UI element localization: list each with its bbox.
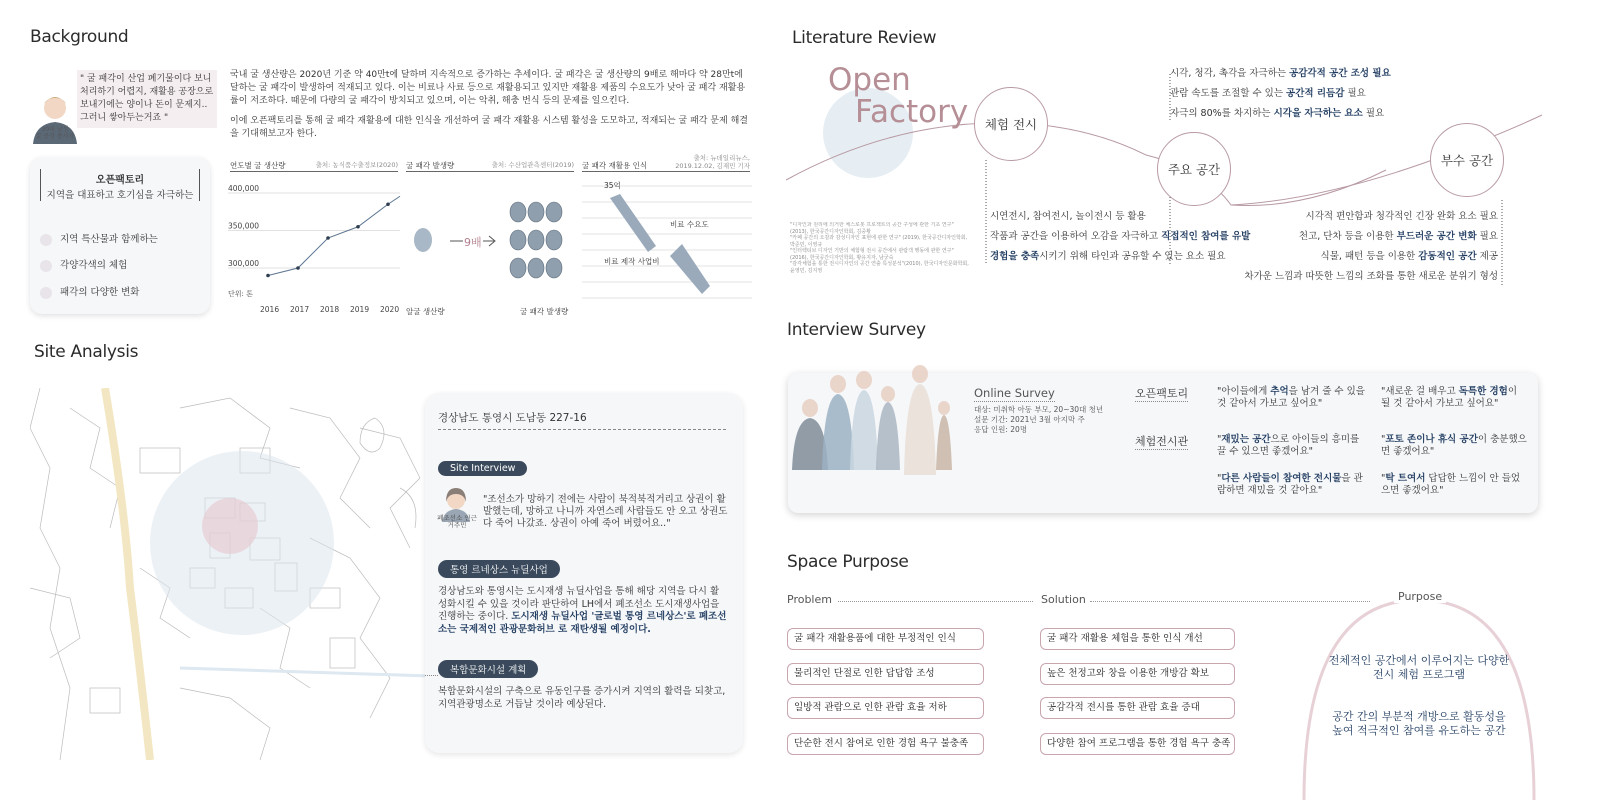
site-location-marker [202,498,258,554]
complex-pill: 복합문화시설 계획 [438,660,538,678]
card-item: 패각의 다양한 변화 [40,284,139,299]
background-title: Background [30,27,129,47]
arrow-up-mark [610,194,656,252]
survey-details: 대상: 미취학 아동 부모, 20~30대 청년 설문 기간: 2021년 3월 아지막 주 응답 인원: 20명 [974,405,1104,434]
survey-answer: "탁 트여서 답답한 느낌이 안 들었으면 좋겠어요" [1381,473,1521,496]
background-para1: 국내 굴 생산량은 2020년 기준 약 40만t에 달하며 지속적으로 증가하는 추세이다. 굴 패각은 굴 생산량의 9배로 해마다 약 28만t에 달하는 굴 패각이 발생하여 적재되고 있다. 이는 비료나 사료 등으로 재활용되고 있지만 재활용 제품의 수요도가 낮아 굴 패각 재활용률이 저조하다. 때문에 다량의 굴 패각이 방치되고 있으며, 이는 악취, 해충 번식 등의 문제를 일으킨다. [230,70,746,106]
lr-mid-lines: 시연전시, 참여전시, 놀이전시 등 활용 작품과 공간을 이용하여 오감을 자극하고 직접적인 참여를 유발 경험을 충족시키기 위해 타인과 공유할 수 있는 요소 필요 [990,211,1251,262]
interviewee-label: 폐조선소 인근 거주민 [437,514,477,529]
purpose-label: Purpose [1394,590,1446,603]
background-para2: 이에 오픈팩토리를 통해 굴 패각 재활용에 대한 인식을 개선하여 굴 패각 재활용 시스템 활성을 도모하고, 적재되는 굴 패각 문제 해결을 기대해보고자 한다. [230,116,749,139]
problem-divider [838,601,1033,602]
site-map [30,388,450,760]
y-tick-label: 350,000 [228,221,260,231]
lr-right-lines: 시각적 편안함과 청각적인 긴장 완화 요소 필요 천고, 단차 등을 이용한 부드러운 공간 변화 필요 식물, 패턴 등을 이용한 감동적인 공간 제공 차가운 느낌과 따뜻한 느낌의 조화를 통한 새로운 분위기 형성 [1244,211,1498,282]
solution-item: 다양한 참여 프로그램을 통한 경험 욕구 충족 [1040,733,1235,755]
x-tick-label: 2018 [320,305,340,314]
x-tick-label: 2019 [350,305,370,314]
family-illustration [780,360,965,480]
chart1-header [230,160,398,172]
data-point [386,202,390,206]
problem-item: 일방적 관람으로 인한 관람 효율 저하 [787,697,984,719]
chart1-source: 출처: 농식품수출정보(2020) [315,161,398,169]
lr-top-lines: 시각, 청각, 촉각을 자극하는 공감각적 공간 조성 필요 관람 속도를 조절할 수 있는 공간적 리듬감 필요 자극의 80%를 차지하는 시각을 자극하는 요소 필요 [1170,68,1391,119]
data-point [356,225,360,229]
chart1-title: 연도별 굴 생산량 [230,161,286,170]
chart2-source: 출처: 수산업관측센터(2019) [491,161,574,169]
y-tick-label: 400,000 [228,184,260,193]
site-address: 경상남도 통영시 도남동 227-16 [438,410,726,430]
survey-answer: "재밌는 공간으로 아이들의 흥미를 끌 수 있으면 좋겠어요" [1217,434,1360,457]
x-tick-label: 2016 [260,305,280,314]
data-point [296,266,300,270]
renewal-text: 경상남도와 통영시는 도시재생 뉴딜사업을 통해 해당 지역을 다시 활성화시킬 수 있을 것이라 판단하여 LH에서 폐조선소 도시재생사업을 진행하는 중이다. 도시재생 뉴딜사업 '글로벌 통영 르네상스'로 폐조선소는 국제적인 관광문화허브 로 재탄생될 예정이다. [438,586,727,635]
purpose-arc [1300,596,1538,800]
site-title: Site Analysis [34,342,139,362]
connector-line [425,675,438,676]
arrow-down-mark [670,244,710,294]
survey-cat-open-factory: 오픈팩토리 [1135,387,1189,400]
avatar-label: 30대 남성 굴 공장 종사자 [35,126,75,140]
chart2-title: 굴 패각 발생량 [406,161,455,170]
background-quote: " 굴 패각이 산업 폐기물이다 보니 처리하기 어렵지, 재활용 공장으로 보내기에는 양이나 돈이 문제지.. 그러니 쌓아두는거죠 " [80,74,214,123]
survey-answer: "포토 존이나 휴식 공간이 충분했으면 좋겠어요" [1381,434,1527,457]
card-subtitle: 지역을 대표하고 호기심을 자극하는 [46,190,194,201]
oyster-shell-icons [510,202,562,278]
solution-item: 굴 패각 재활용 체험을 통한 인식 개선 [1040,628,1235,650]
open-factory-card [30,157,210,314]
logo-factory: Factory [855,94,969,130]
chart2-left-label: 알굴 생산량 [406,307,445,316]
problem-label: Problem [787,593,836,606]
chart2-right-label: 굴 패각 발생량 [520,307,569,316]
unit-label: 단위: 톤 [228,290,253,298]
card-title: 오픈팩토리 [95,175,145,186]
multiplier-label: 9배 [464,236,482,249]
series-line [268,196,400,275]
y-tick-label: 300,000 [228,259,260,268]
survey-cat-exhibition: 체험전시관 [1135,435,1189,448]
survey-title: Interview Survey [787,320,926,340]
site-interview-pill: Site Interview [438,461,527,476]
problem-item: 물리적인 단절로 인한 답답함 조성 [787,663,984,685]
survey-answer: "새로운 걸 배우고 독특한 경험이 될 것 같아서 가보고 싶어요" [1381,386,1518,409]
node-main-space: 주요 공간 [1157,132,1231,206]
online-survey-label: Online Survey [974,386,1055,400]
production-line-chart [228,178,403,318]
recognition-graphic [582,176,752,306]
card-item: 각양각색의 체험 [40,257,127,272]
card-item: 지역 특산물과 함께하는 [40,231,158,246]
node-experience-exhibition: 체험 전시 [974,87,1048,161]
problem-item: 단순한 전시 참여로 인한 경험 욕구 불충족 [787,733,984,755]
survey-answer: "아이들에게 추억을 남겨 줄 수 있을 것 같아서 가보고 싶어요" [1217,386,1365,409]
renewal-bold-text: 도시재생 뉴딜사업 '글로벌 통영 르네상스'로 폐조선소는 국제적인 관광문화허브 로 재탄생될 예정이다. [438,611,727,635]
data-point [326,236,330,240]
node-sub-space: 부수 공간 [1430,123,1504,197]
solution-item: 높은 천정고와 창을 이용한 개방감 확보 [1040,663,1235,685]
chart3-right-label: 비료 수요도 [670,220,709,229]
purpose-statement: 전체적인 공간에서 이루어지는 다양한 전시 체험 프로그램 [1328,654,1510,681]
data-point [266,274,270,278]
chart3-title: 굴 패각 재활용 인식 [582,161,648,170]
literature-references: "디자인과 원리에 의거한 체스로봇 프로젝트의 공간 구성에 관한 기초 연구"(2013), 한국공간디자인학회, 김중황 "카페 공간의 오감과 감성디자인 표현에 관한 연구" (2019), 한국공간디자인학회, 박준민, 이영규 "인터렉티브 디자인 기반의 체험형 전시 공간에서 관람객 행동에 관한 연구"(2016), 한국공간디자인학회, 황유지자, 남궁숙 "감각체험을 통한 전시디자인의 공간 연출 특성분석"(2010), 한국디자인문화학회, 윤영민, 김지영 [790,222,969,274]
solution-item: 공감각적 전시를 통한 관람 효율 증대 [1040,697,1235,719]
chart3-top-label: 35억 [604,181,621,190]
chart3-source: 출처: 뉴데일리뉴스, 2019.12.02, 김재민 기자 [675,154,750,170]
literature-title: Literature Review [792,28,937,48]
x-tick-label: 2020 [380,305,400,314]
survey-answer: "다른 사람들이 참여한 전시물을 관람하면 재밌을 것 같아요" [1217,473,1363,496]
logo-open: Open [828,62,911,98]
chart3-left-label: 비료 제작 사업비 [604,257,660,266]
purpose-title: Space Purpose [787,552,909,572]
purpose-statement: 공간 간의 부분적 개방으로 활동성을 높여 적극적인 참여를 유도하는 공간 [1332,710,1506,737]
oyster-shells-graphic [406,200,574,295]
oyster-meat-icon [414,228,432,252]
complex-text: 복합문화시설의 구축으로 유동인구를 증가시켜 지역의 활력을 되찾고, 지역관광명소로 거듭날 것이라 예상된다. [438,686,726,710]
problem-item: 굴 패각 재활용품에 대한 부정적인 인식 [787,628,984,650]
renewal-pill: 통영 르네상스 뉴딜사업 [438,560,560,578]
solution-label: Solution [1041,593,1086,606]
chart2-header [406,160,574,172]
x-tick-label: 2017 [290,305,310,314]
site-interview-quote: "조선소가 망하기 전에는 사람이 북적북적거리고 상권이 활발했는데, 망하고 나니까 자연스레 사람들도 안 오고 상권도 다 죽어 나갔죠. 상권이 아예 죽어 버렸어요.." [483,494,728,529]
